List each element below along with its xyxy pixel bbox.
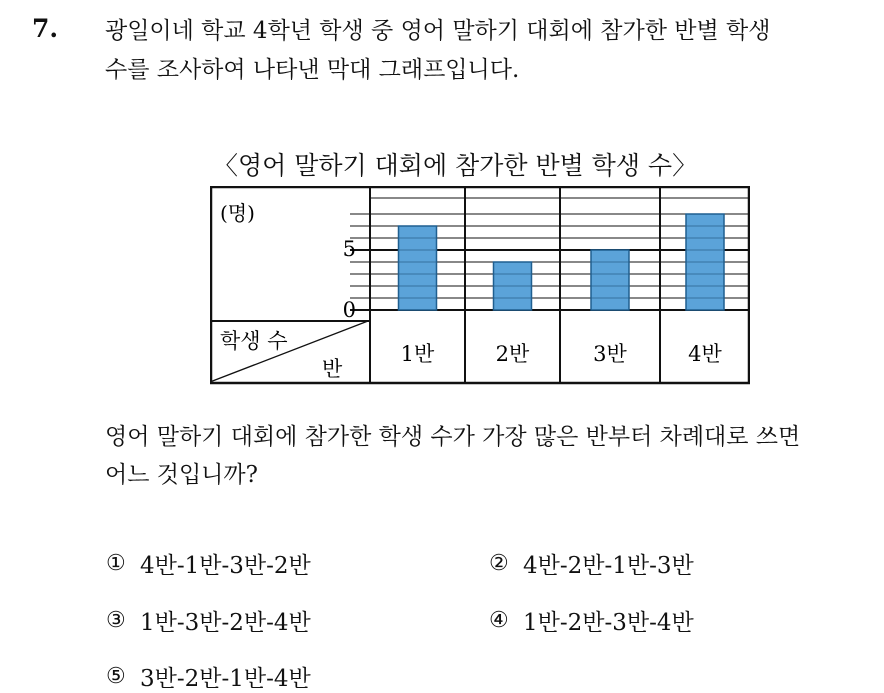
bar-chart [210, 186, 750, 386]
choice-marker: ③ [106, 608, 126, 633]
bar-3 [591, 250, 629, 310]
question-line-2: 수를 조사하여 나타낸 막대 그래프입니다. [105, 57, 520, 83]
chart-frame [211, 187, 749, 383]
choice-1[interactable] [106, 547, 311, 580]
x-label-4: 4반 [688, 342, 722, 366]
bar-1 [399, 226, 437, 310]
question-line-1: 광일이네 학교 4학년 학생 중 영어 말하기 대회에 참가한 반별 학생 [105, 18, 771, 44]
y-tick-label-0: 0 [342, 298, 356, 322]
choice-4[interactable] [489, 604, 694, 637]
corner-bottom-label: 반 [322, 357, 343, 381]
choice-2[interactable] [489, 547, 694, 580]
choice-3[interactable] [106, 604, 311, 637]
x-label-2: 2반 [495, 342, 530, 366]
corner-top-label: 학생 수 [220, 329, 288, 353]
choice-text: 3반-2반-1반-4반 [140, 666, 311, 692]
prompt-line-2: 어느 것입니까? [105, 462, 258, 488]
choice-marker: ⑤ [106, 664, 126, 689]
x-label-1: 1반 [400, 342, 435, 366]
choice-text: 4반-2반-1반-3반 [523, 553, 694, 579]
question-number: 7. [32, 14, 59, 43]
question-text [105, 12, 875, 90]
choice-text: 1반-3반-2반-4반 [140, 610, 311, 636]
prompt-line-1: 영어 말하기 대회에 참가한 학생 수가 가장 많은 반부터 차례대로 쓰면 [105, 424, 801, 450]
choice-marker: ④ [489, 608, 509, 633]
choice-text: 4반-1반-3반-2반 [140, 553, 311, 579]
choice-5[interactable] [106, 660, 311, 693]
question-prompt [105, 418, 800, 494]
chart-title: 〈영어 말하기 대회에 참가한 반별 학생 수〉 [213, 151, 698, 180]
choice-marker: ① [106, 551, 126, 576]
unit-label: (명) [220, 201, 255, 225]
y-tick-label-5: 5 [342, 237, 356, 261]
choice-text: 1반-2반-3반-4반 [523, 610, 694, 636]
x-label-3: 3반 [593, 342, 627, 366]
choice-marker: ② [489, 551, 509, 576]
